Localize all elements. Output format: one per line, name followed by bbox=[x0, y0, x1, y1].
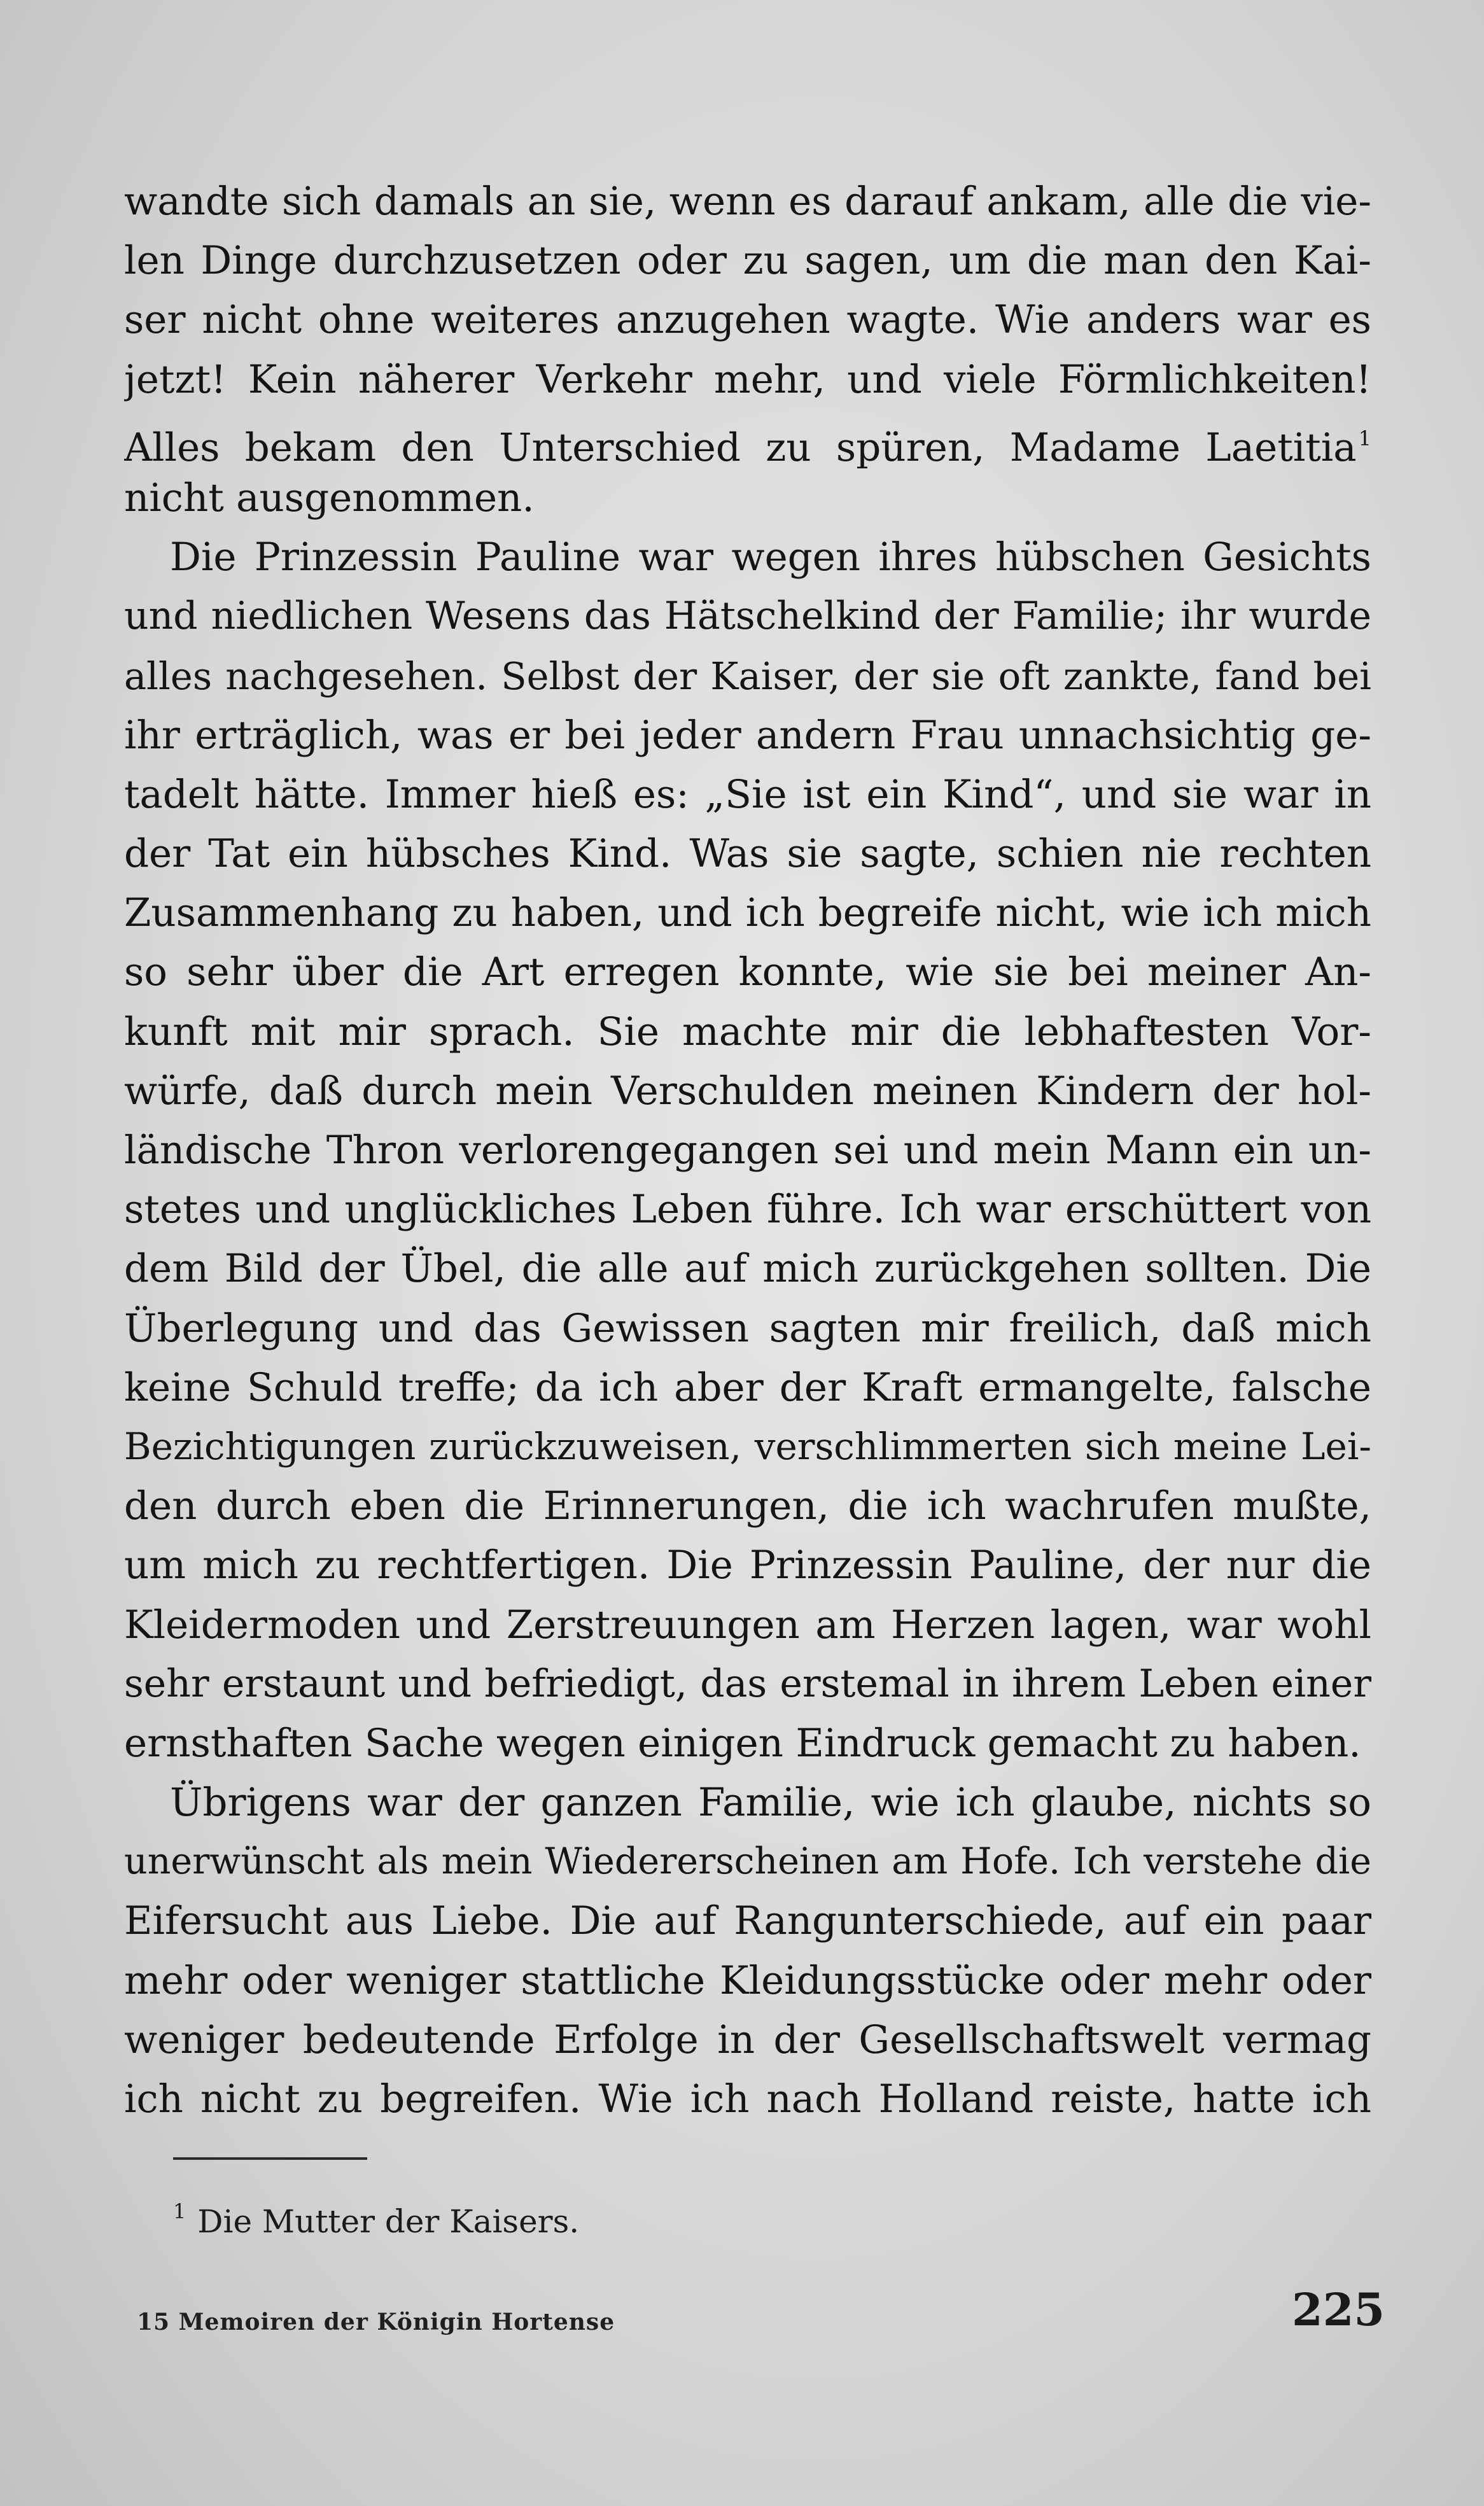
text-line: den durch eben die Erinnerungen, die ich wachrufen mußte, bbox=[124, 1483, 1371, 1529]
text-line: unerwünscht als mein Wiedererscheinen am Hofe. Ich verstehe die bbox=[124, 1840, 1371, 1883]
footnote-reference: 1 bbox=[1358, 426, 1371, 451]
text-line: dem Bild der Übel, die alle auf mich zurückgehen sollten. Die bbox=[124, 1246, 1371, 1292]
text-line: so sehr über die Art erregen konnte, wie sie bei meiner An- bbox=[124, 949, 1371, 995]
text-line: Übrigens war der ganzen Familie, wie ich glaube, nichts so bbox=[170, 1780, 1371, 1826]
text-line-with-footnote bbox=[124, 409, 1371, 468]
text-line: Eifersucht aus Liebe. Die auf Rangunterschiede, auf ein paar bbox=[124, 1898, 1371, 1944]
footnote-marker: 1 bbox=[173, 2199, 186, 2223]
text-line: weniger bedeutende Erfolge in der Gesellschaftswelt vermag bbox=[124, 2017, 1371, 2062]
footnote-text: Die Mutter der Kaisers. bbox=[197, 2203, 580, 2240]
text-line: nicht ausgenommen. bbox=[124, 475, 535, 521]
text-line: Die Prinzessin Pauline war wegen ihres hübschen Gesichts bbox=[170, 535, 1371, 580]
text-line: ihr erträglich, was er bei jeder andern Frau unnachsichtig ge- bbox=[124, 712, 1371, 758]
text-line: tadelt hätte. Immer hieß es: „Sie ist ein Kind“, und sie war in bbox=[124, 771, 1371, 817]
footnote bbox=[173, 2189, 579, 2244]
text-line: Kleidermoden und Zerstreuungen am Herzen lagen, war wohl bbox=[124, 1602, 1371, 1648]
text-line: alles nachgesehen. Selbst der Kaiser, der sie oft zankte, fand bei bbox=[124, 654, 1371, 698]
body-text bbox=[124, 172, 1371, 2129]
page-number: 225 bbox=[1292, 2283, 1385, 2336]
text-line: jetzt! Kein näherer Verkehr mehr, und viele Förmlichkeiten! bbox=[124, 356, 1371, 402]
text-line: wandte sich damals an sie, wenn es darauf ankam, alle die vie- bbox=[124, 179, 1371, 224]
text-line: Überlegung und das Gewissen sagten mir freilich, daß mich bbox=[124, 1305, 1371, 1351]
footnote-divider bbox=[173, 2157, 367, 2160]
text-line: ser nicht ohne weiteres anzugehen wagte. Wie anders war es bbox=[124, 297, 1371, 343]
text-line: Bezichtigungen zurückzuweisen, verschlimmerten sich meine Lei- bbox=[124, 1424, 1371, 1468]
text-line: der Tat ein hübsches Kind. Was sie sagte, schien nie rechten bbox=[124, 831, 1371, 877]
text-line: len Dinge durchzusetzen oder zu sagen, um die man den Kai- bbox=[124, 238, 1371, 284]
text-line: keine Schuld treffe; da ich aber der Kraft ermangelte, falsche bbox=[124, 1364, 1371, 1410]
text-line: stetes und unglückliches Leben führe. Ich war erschüttert von bbox=[124, 1187, 1371, 1233]
text-line: mehr oder weniger stattliche Kleidungsstücke oder mehr oder bbox=[124, 1957, 1371, 2003]
text-line: und niedlichen Wesens das Hätschelkind der Familie; ihr wurde bbox=[124, 594, 1371, 639]
signature-line: 15 Memoiren der Königin Hortense bbox=[137, 2309, 615, 2335]
text-line: ich nicht zu begreifen. Wie ich nach Holland reiste, hatte ich bbox=[124, 2076, 1371, 2122]
text-line: würfe, daß durch mein Verschulden meinen Kindern der hol- bbox=[124, 1068, 1371, 1114]
text-line-content: Alles bekam den Unterschied zu spüren, Madame Laetitia bbox=[124, 424, 1357, 468]
text-line: Zusammenhang zu haben, und ich begreife nicht, wie ich mich bbox=[124, 890, 1371, 936]
text-line: kunft mit mir sprach. Sie machte mir die lebhaftesten Vor- bbox=[124, 1009, 1371, 1054]
text-line: sehr erstaunt und befriedigt, das erstemal in ihrem Leben einer bbox=[124, 1661, 1371, 1706]
text-line: ländische Thron verlorengegangen sei und mein Mann ein un- bbox=[124, 1128, 1371, 1173]
text-line: ernsthaften Sache wegen einigen Eindruck gemacht zu haben. bbox=[124, 1720, 1361, 1766]
text-line: um mich zu rechtfertigen. Die Prinzessin Pauline, der nur die bbox=[124, 1543, 1371, 1588]
